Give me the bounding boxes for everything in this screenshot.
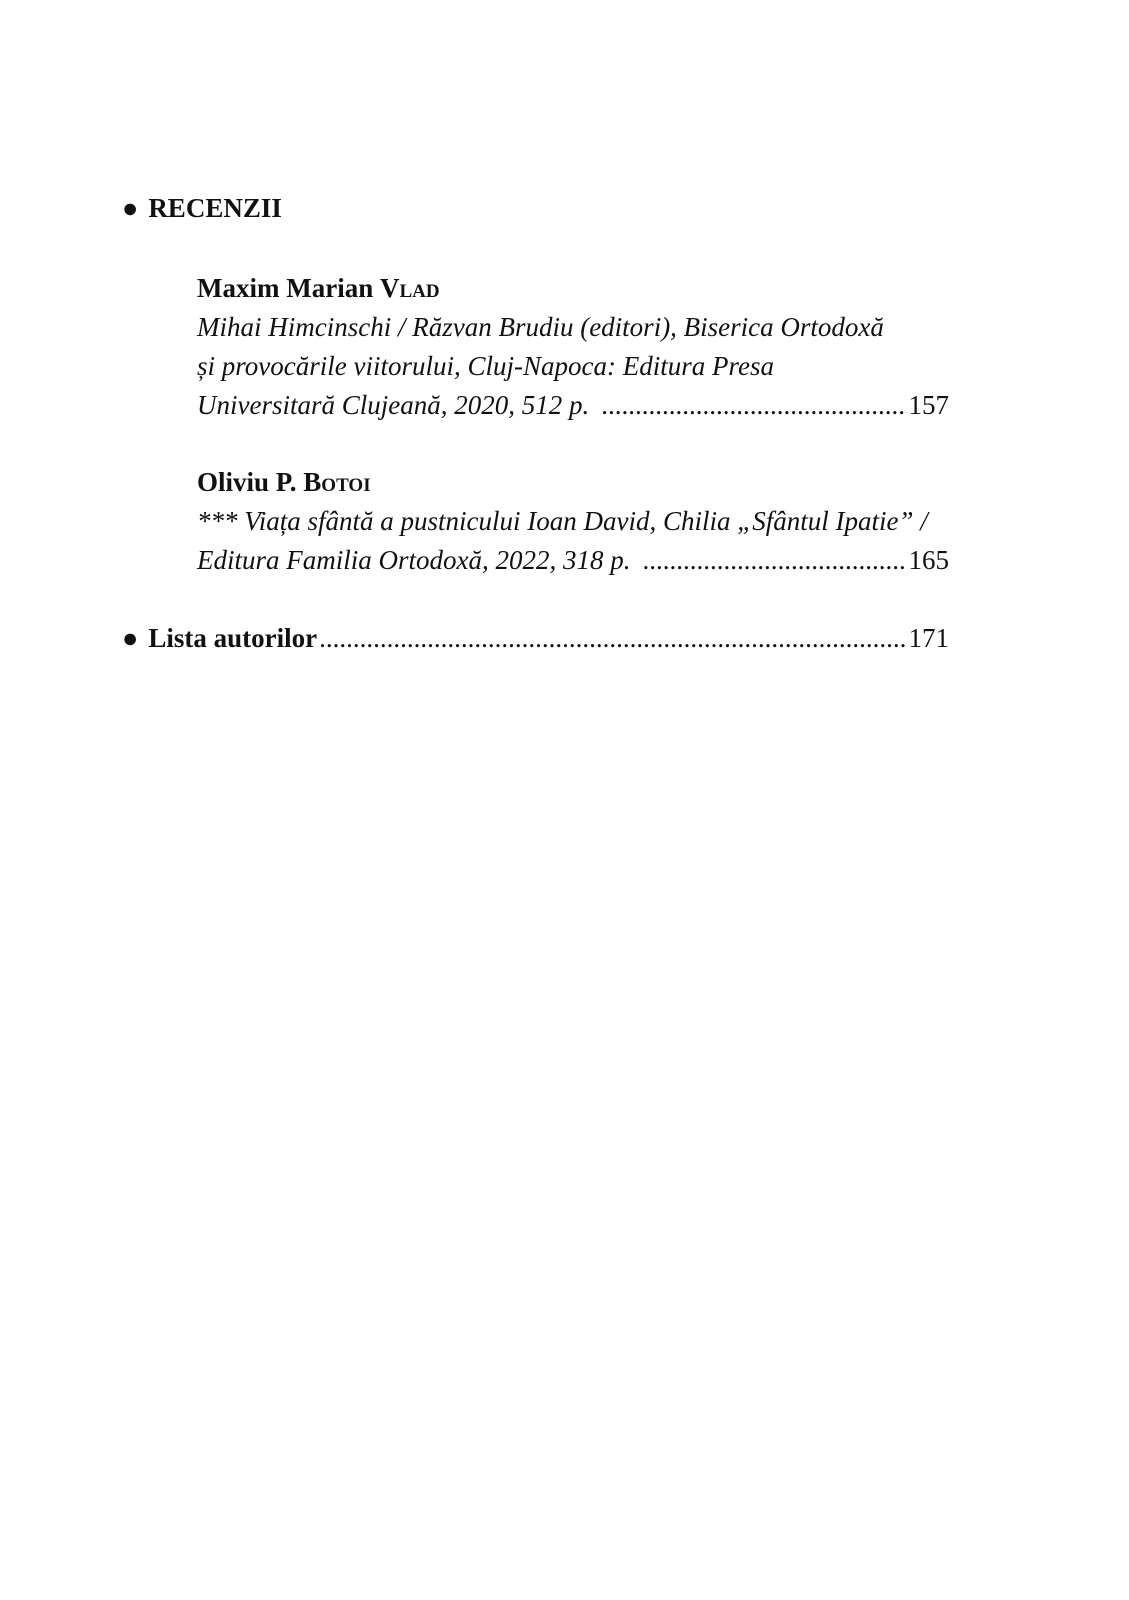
section-title: RECENZII [148, 193, 282, 223]
dot-leader [319, 620, 906, 656]
author-given-name: Maxim Marian [197, 273, 380, 303]
bullet-icon: ● [122, 623, 139, 653]
bullet-icon: ● [122, 193, 139, 223]
dot-leader [601, 386, 906, 425]
entry-description-line: *** Viața sfântă a pustnicului Ioan David, Chilia „Sfântul Ipatie” / [197, 506, 928, 536]
authors-list-label [122, 620, 317, 656]
entry-author [197, 268, 949, 308]
entry-description-text: Universitară Clujeană, 2020, 512 p. [197, 390, 590, 420]
author-given-name: Oliviu P. [197, 467, 304, 497]
toc-entry-authors-list[interactable] [122, 620, 949, 656]
dot-leader [643, 541, 907, 580]
entry-description-line: și provocările viitorului, Cluj-Napoca: Editura Presa [197, 351, 774, 381]
entry-description-text: Editura Familia Ortodoxă, 2022, 318 p. [197, 545, 631, 575]
entry-author [197, 462, 949, 502]
entry-description-last-line [197, 541, 949, 580]
author-surname: Vlad [379, 273, 440, 303]
entry-page-number: 157 [908, 390, 949, 420]
entry-page-number: 171 [908, 623, 949, 653]
authors-list-title: Lista autorilor [148, 623, 318, 653]
toc-entry[interactable] [197, 268, 949, 425]
entry-page-number: 165 [908, 545, 949, 575]
section-heading-recenzii [122, 190, 282, 226]
author-surname: Botoi [303, 467, 371, 497]
toc-entry[interactable] [197, 462, 949, 580]
entry-description-last-line [197, 386, 949, 425]
entry-description-line: Mihai Himcinschi / Răzvan Brudiu (editori), Biserica Ortodoxă [197, 312, 884, 342]
